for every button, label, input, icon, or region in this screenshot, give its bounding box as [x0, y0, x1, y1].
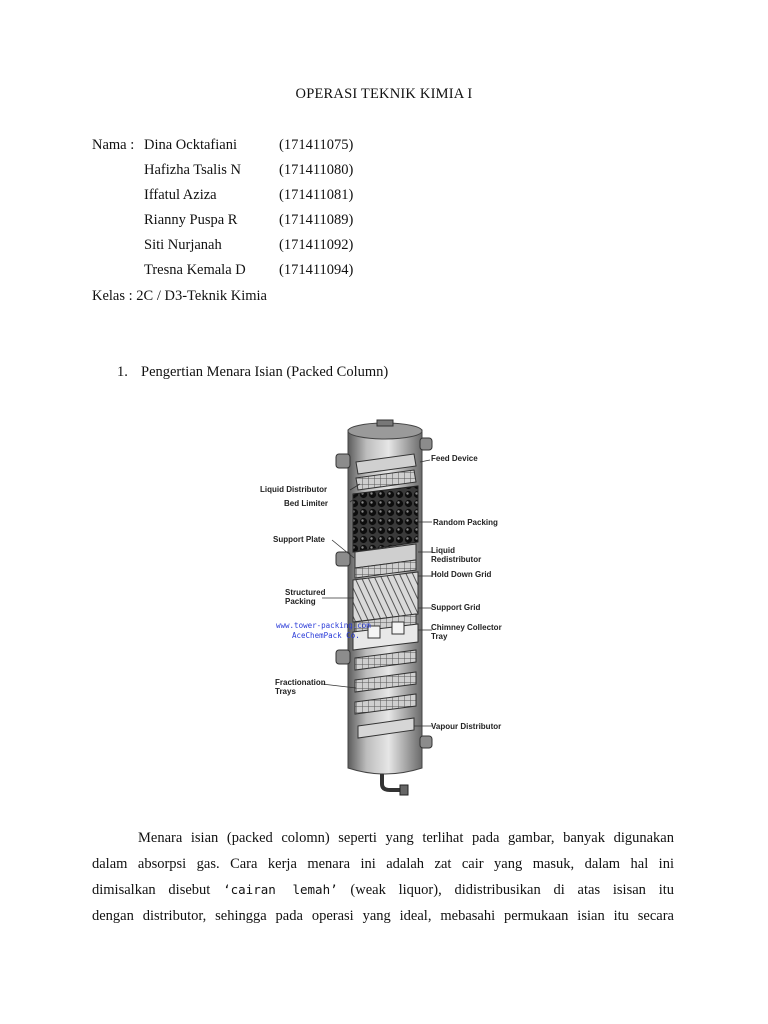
member-nim: (171411075) [279, 137, 354, 153]
section-title: Pengertian Menara Isian (Packed Column) [141, 364, 389, 380]
document-title: OPERASI TEKNIK KIMIA I [295, 86, 473, 102]
label-hold-down-grid: Hold Down Grid [431, 570, 492, 579]
label-fractionation-line2: Trays [275, 687, 296, 696]
kelas-text: Kelas : 2C / D3-Teknik Kimia [92, 288, 267, 304]
member-name: Rianny Puspa R [144, 212, 238, 228]
member-nim: (171411081) [279, 187, 354, 203]
figure-watermark-company: AceChemPack Co. [292, 631, 360, 640]
member-name: Tresna Kemala D [144, 262, 246, 278]
body-paragraph [92, 826, 674, 929]
member-nim: (171411089) [279, 212, 354, 228]
member-nim: (171411080) [279, 162, 354, 178]
section-heading [117, 364, 388, 381]
label-structured-packing-line2: Packing [285, 597, 316, 606]
member-nim: (171411092) [279, 237, 354, 253]
label-bed-limiter: Bed Limiter [284, 499, 329, 508]
label-support-grid: Support Grid [431, 603, 481, 612]
paragraph-line-text: Menara isian (packed colomn) seperti yang terlihat pada gambar, banyak digunakan [138, 830, 674, 846]
paragraph-line-text: (weak liquor), didistribusikan di atas isisan itu [337, 882, 674, 898]
section-number: 1. [117, 364, 128, 380]
label-chimney-collector-tray [431, 623, 502, 641]
label-support-plate: Support Plate [273, 535, 326, 544]
label-liquid-redistributor [431, 546, 481, 564]
member-name: Hafizha Tsalis N [144, 162, 241, 178]
figure-watermark-url: www.tower-packing.com [276, 621, 371, 630]
packed-column-figure [260, 418, 520, 802]
label-structured-packing-line1: Structured [285, 588, 326, 597]
paragraph-line-text: dimisalkan disebut [92, 882, 224, 898]
label-vapour-distributor: Vapour Distributor [431, 722, 502, 731]
nama-label: Nama : [92, 137, 135, 153]
paragraph-line [92, 877, 674, 904]
label-liquid-redistributor-line1: Liquid [431, 546, 455, 555]
label-structured-packing [285, 588, 325, 606]
member-nim: (171411094) [279, 262, 354, 278]
label-chimney-line1: Chimney Collector [431, 623, 502, 632]
member-name: Siti Nurjanah [144, 237, 222, 253]
label-liquid-redistributor-line2: Redistributor [431, 555, 482, 564]
paragraph-line [92, 826, 674, 852]
member-name: Dina Ocktafiani [144, 137, 238, 153]
paragraph-term: ‘cairan lemah’ [223, 882, 338, 897]
paragraph-line: dengan distributor, sehingga pada operasi yang ideal, mebasahi permukaan isian itu secara [92, 907, 674, 924]
label-random-packing: Random Packing [433, 518, 498, 527]
label-fractionation-line1: Fractionation [275, 678, 326, 687]
member-name: Iffatul Aziza [144, 187, 217, 203]
label-chimney-line2: Tray [431, 632, 448, 641]
packed-column-illustration [260, 418, 520, 802]
label-liquid-distributor: Liquid Distributor [260, 485, 328, 494]
label-feed-device: Feed Device [431, 454, 478, 463]
paragraph-line: dalam absorpsi gas. Cara kerja menara ini adalah zat cair yang masuk, dalam hal ini [92, 855, 674, 872]
label-fractionation-trays [275, 678, 326, 696]
